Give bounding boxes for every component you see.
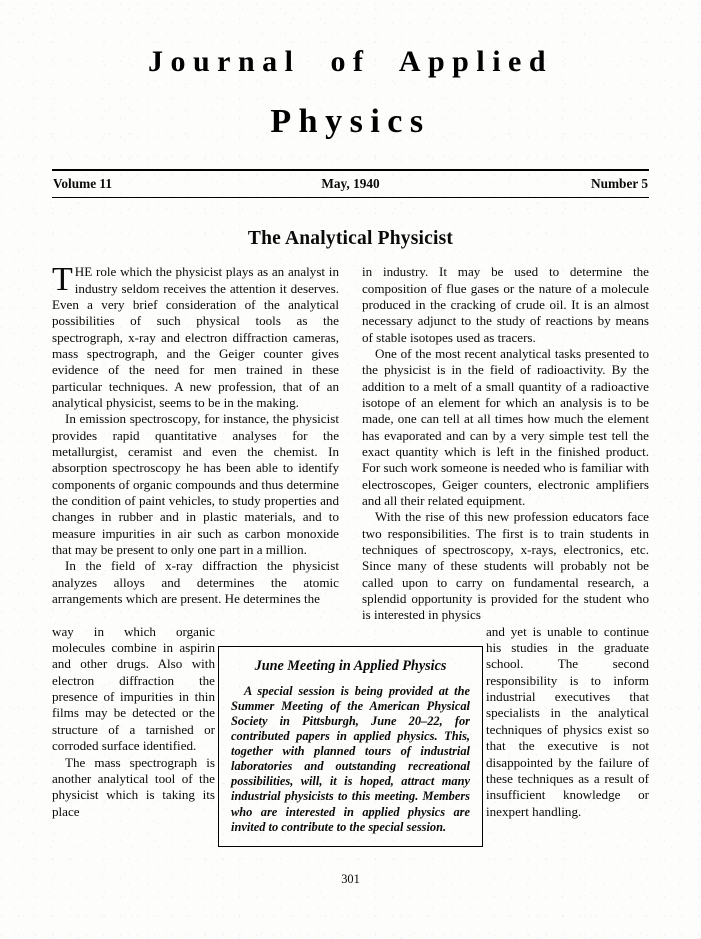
page-number: 301: [341, 872, 360, 886]
issue-date: May, 1940: [321, 176, 380, 192]
article-title: The Analytical Physicist: [247, 228, 454, 250]
paragraph: In the field of x-ray diffraction the physicist analyzes alloys and determines the atomic arrangements which are present. He determines the: [52, 558, 339, 607]
column-left-narrow: [52, 624, 215, 820]
column-right-narrow: [486, 624, 649, 820]
number-label: Number 5: [590, 176, 648, 192]
announcement-body: A special session is being provided at the Summer Meeting of the American Physical Society in Pittsburgh, June 20–22, for contributed papers in applied physics. This, together with planned tours of industrial laboratories and outstanding recreational possibilities, will, it is hoped, attract many industrial physicists to this meeting. Members who are interested in applied physics are invited to contribute to the special session.: [231, 683, 470, 834]
masthead: [52, 0, 649, 139]
article-columns-wide: [52, 261, 649, 624]
column-right: [362, 264, 649, 624]
paragraph-text: HE role which the physicist plays as an analyst in industry seldom receives the attention it deserves. Even a very brief consideration of the analytical possibilities of such physical tools as the spectrograph, x-ray and electron diffraction cameras, mass spectrograph, and the Geiger counter gives evidence of the need for men trained in these particular techniques. A new profession, that of an analytical physicist, seems to be in the making.: [52, 264, 339, 410]
drop-cap: T: [52, 261, 73, 299]
masthead-rule-bottom: [52, 197, 649, 198]
issue-bar: [52, 171, 649, 197]
column-left: [52, 261, 339, 624]
paragraph: and yet is unable to continue his studies in the graduate school. The second responsibility is to inform industrial executives that specialists in the analytical techniques of physics exist so that the executive is not disappointed by the failure of these techniques as a result of insufficient knowledge or inexpert handling.: [486, 623, 649, 819]
paragraph: The mass spectrograph is another analytical tool of the physicist which is taking its place: [52, 754, 215, 819]
paragraph: With the rise of this new profession educators face two responsibilities. The first is to train students in techniques of spectroscopy, x-rays, electronics, etc. Since many of these students will probably not be called upon to carry on fundamental research, a splendid opportunity is provided for the student who is interested in physics: [362, 509, 649, 623]
volume-label: Volume 11: [53, 176, 112, 192]
announcement-title: June Meeting in Applied Physics: [254, 657, 447, 674]
paragraph: In emission spectroscopy, for instance, the physicist provides rapid quantitative analyses for the metallurgist, ceramist and even the chemist. In absorption spectroscopy he has been able to identify components of organic compounds and thus determine the condition of paint vehicles, to study properties and changes in rubber and in plastic materials, and to measure impurities in air such as carbon monoxide that may be present to only one part in a million.: [52, 411, 339, 558]
page-content: [52, 0, 649, 939]
wrap-zone: [52, 623, 649, 834]
paragraph: [52, 261, 339, 411]
journal-title-line-1: Journal of Applied: [147, 45, 554, 78]
paragraph: in industry. It may be used to determine the composition of flue gases or the nature of a molecule produced in the cracking of crude oil. It is an almost necessary adjunct to the study of reactions by means of stable isotopes used as tracers.: [362, 264, 649, 345]
journal-title-line-2: Physics: [270, 102, 431, 140]
announcement-box: [218, 646, 483, 847]
paragraph: way in which organic molecules combine in aspirin and other drugs. Also with electron diffraction the presence of impurities in thin films may be detected or the structure of a tarnished or corroded surface identified.: [52, 623, 215, 754]
paragraph: One of the most recent analytical tasks presented to the physicist is in the field of radioactivity. By the addition to a melt of a small quantity of a radioactive isotope of an element for which an analysis is to be made, one can tell at all times how much the element has evaporated and can by a very simple test tell the exact quantity which is left in the finished product. For such work someone is needed who is familiar with electroscopes, Geiger counters, electronic amplifiers and all their related equipment.: [362, 345, 649, 508]
